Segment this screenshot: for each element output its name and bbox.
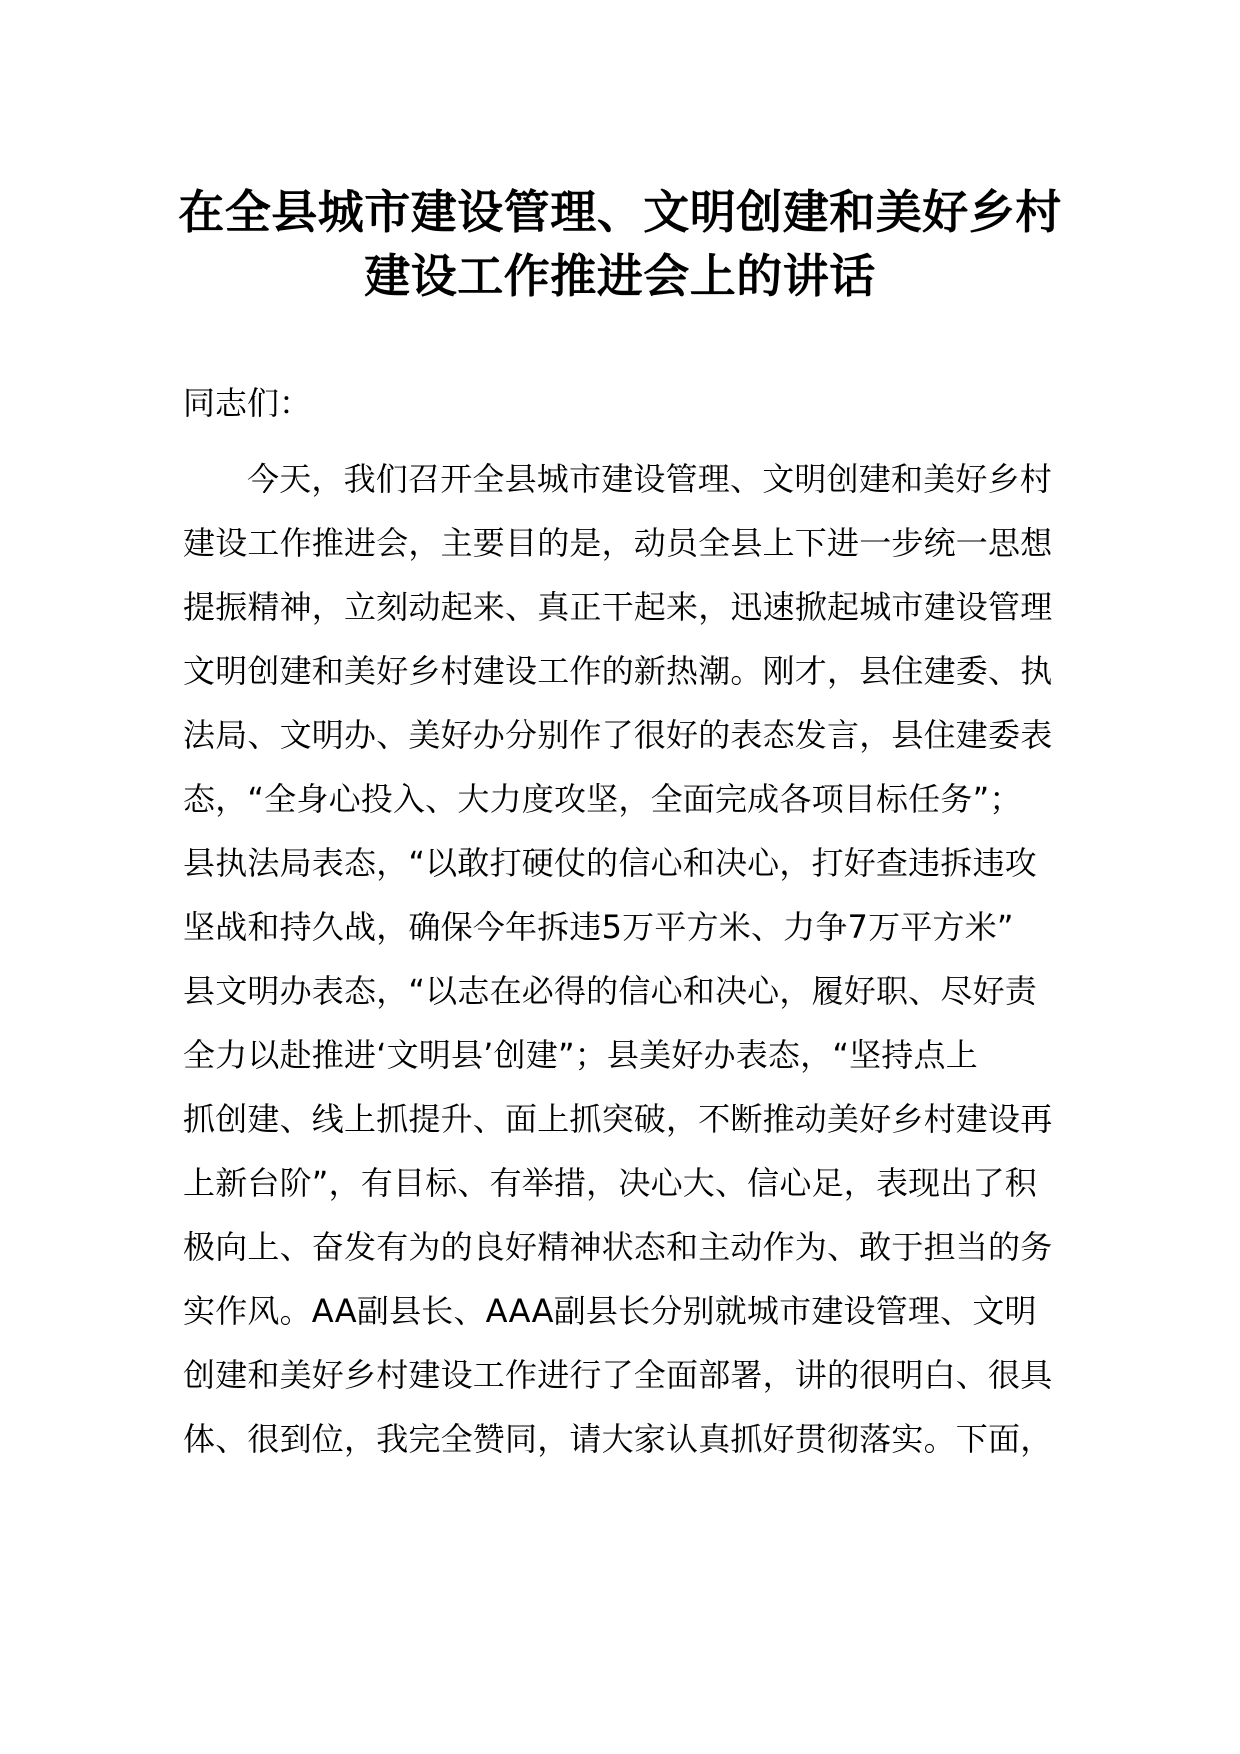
title-line-2: 建设工作推进会上的讲话 [364,249,876,303]
paragraph-line: 实作风。AA副县长、AAA副县长分别就城市建设管理、文明 [183,1292,1037,1330]
paragraph-line: 法局、文明办、美好办分别作了很好的表态发言，县住建委表 [183,716,1053,754]
paragraph-line: 提振精神，立刻动起来、真正干起来，迅速掀起城市建设管理 [183,588,1053,626]
paragraph-line: 极向上、奋发有为的良好精神状态和主动作为、敢于担当的务 [183,1228,1053,1266]
paragraph-line: 县文明办表态，“以志在必得的信心和决心，履好职、尽好责 [183,972,1037,1010]
salutation: 同志们： [183,384,312,422]
paragraph-line: 建设工作推进会，主要目的是，动员全县上下进一步统一思想 [183,524,1053,562]
title-line-1: 在全县城市建设管理、文明创建和美好乡村 [178,185,1062,239]
paragraph-line: 坚战和持久战，确保今年拆违5万平方米、力争7万平方米” [183,908,1014,946]
paragraph-line: 抓创建、线上抓提升、面上抓突破，不断推动美好乡村建设再 [183,1100,1053,1138]
paragraph-line: 态，“全身心投入、大力度攻坚，全面完成各项目标任务”； [183,780,1022,818]
paragraph-line: 上新台阶”，有目标、有举措，决心大、信心足，表现出了积 [183,1164,1037,1202]
paragraph-line: 创建和美好乡村建设工作进行了全面部署，讲的很明白、很具 [183,1356,1053,1394]
paragraph-line: 县执法局表态，“以敢打硬仗的信心和决心，打好查违拆违攻 [183,844,1037,882]
paragraph-line: 全力以赴推进‘文明县’创建”；县美好办表态，“坚持点上 [183,1036,978,1074]
paragraph-line: 文明创建和美好乡村建设工作的新热潮。刚才，县住建委、执 [183,652,1053,690]
paragraph-line: 今天，我们召开全县城市建设管理、文明创建和美好乡村 [247,460,1053,498]
document-title [120,180,1120,308]
body-paragraph [183,447,1083,1471]
paragraph-line: 体、很到位，我完全赞同，请大家认真抓好贯彻落实。下面， [183,1420,1053,1458]
